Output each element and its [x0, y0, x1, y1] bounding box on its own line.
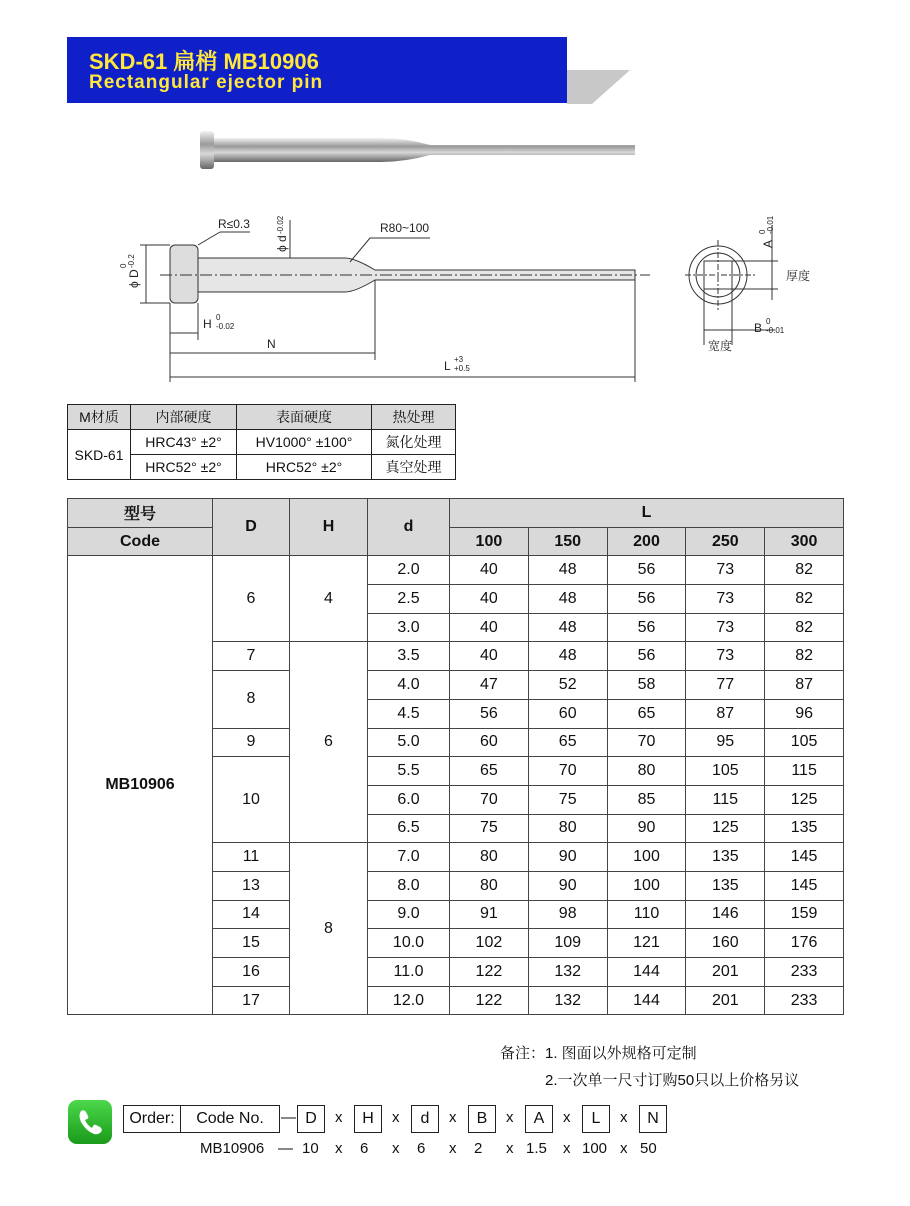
- L-cell: 135: [686, 843, 765, 872]
- L-cell: 48: [528, 642, 607, 671]
- order-field-box: B: [468, 1105, 496, 1133]
- header-d: d: [368, 499, 450, 556]
- label-L-tol-up: +3: [454, 355, 464, 364]
- D-cell: 6: [213, 556, 290, 642]
- L-cell: 146: [686, 900, 765, 929]
- mat-header-core-hardness: 内部硬度: [131, 405, 237, 430]
- mat-cell: HV1000° ±100°: [237, 430, 372, 455]
- example-value: 6: [360, 1140, 369, 1157]
- times-sign: x: [506, 1109, 514, 1126]
- label-A-tol-dn: -0.01: [766, 215, 775, 234]
- L-cell: 56: [607, 613, 686, 642]
- times-sign: x: [449, 1109, 457, 1126]
- material-table: [67, 404, 456, 480]
- note-line-1: 备注：1. 图面以外规格可定制: [500, 1045, 697, 1062]
- L-cell: 56: [450, 699, 529, 728]
- L-cell: 70: [450, 785, 529, 814]
- L-cell: 85: [607, 785, 686, 814]
- L-cell: 176: [765, 929, 844, 958]
- code-no-label: Code No.: [181, 1105, 280, 1133]
- L-cell: 73: [686, 613, 765, 642]
- L-cell: 98: [528, 900, 607, 929]
- L-cell: 77: [686, 671, 765, 700]
- L-cell: 48: [528, 585, 607, 614]
- L-cell: 233: [765, 958, 844, 987]
- d-cell: 10.0: [368, 929, 450, 958]
- label-r03: R≤0.3: [218, 217, 250, 231]
- mat-header-heat-treatment: 热处理: [372, 405, 456, 430]
- header-code-cn: 型号: [68, 499, 213, 528]
- phone-icon: [68, 1100, 112, 1144]
- spec-table: [67, 498, 844, 1015]
- times-sign: x: [335, 1109, 343, 1126]
- L-cell: 145: [765, 843, 844, 872]
- L-cell: 60: [450, 728, 529, 757]
- dash: —: [281, 1109, 296, 1126]
- L-cell: 73: [686, 642, 765, 671]
- label-width: 宽度: [708, 339, 733, 353]
- d-cell: 7.0: [368, 843, 450, 872]
- header-code-en: Code: [68, 527, 213, 556]
- header-L: L: [450, 499, 844, 528]
- L-cell: 91: [450, 900, 529, 929]
- d-cell: 3.5: [368, 642, 450, 671]
- times-sign: x: [563, 1109, 571, 1126]
- example-value: 2: [474, 1140, 483, 1157]
- label-H-tol-dn: -0.02: [216, 322, 235, 331]
- title-banner: [67, 37, 567, 103]
- page-title: SKD-61 扁梢 MB10906: [89, 49, 319, 74]
- D-cell: 15: [213, 929, 290, 958]
- mat-cell: HRC52° ±2°: [237, 455, 372, 480]
- example-times: x: [392, 1140, 400, 1157]
- header-H: H: [290, 499, 368, 556]
- L-cell: 87: [686, 699, 765, 728]
- L-cell: 160: [686, 929, 765, 958]
- label-phi-D: ϕ D: [127, 269, 141, 288]
- label-H: H: [203, 317, 212, 331]
- table-row: [68, 556, 844, 585]
- d-cell: 6.5: [368, 814, 450, 843]
- L-cell: 96: [765, 699, 844, 728]
- D-cell: 11: [213, 843, 290, 872]
- label-thickness: 厚度: [786, 269, 811, 283]
- example-times: x: [563, 1140, 571, 1157]
- L-cell: 65: [607, 699, 686, 728]
- times-sign: x: [392, 1109, 400, 1126]
- example-times: x: [335, 1140, 343, 1157]
- D-cell: 7: [213, 642, 290, 671]
- L-cell: 100: [607, 871, 686, 900]
- L-cell: 82: [765, 642, 844, 671]
- banner-tail-decoration: [567, 70, 630, 104]
- d-cell: 6.0: [368, 785, 450, 814]
- order-field-box: N: [639, 1105, 667, 1133]
- L-cell: 56: [607, 642, 686, 671]
- notes: [500, 1040, 799, 1094]
- product-photo: [190, 125, 640, 175]
- label-phi-D-tol-dn: -0.2: [127, 254, 136, 268]
- L-cell: 145: [765, 871, 844, 900]
- L-cell: 40: [450, 613, 529, 642]
- example-value: 50: [640, 1140, 657, 1157]
- d-cell: 12.0: [368, 986, 450, 1015]
- L-cell: 82: [765, 556, 844, 585]
- note-line-2: 2.一次单一尺寸订购50只以上价格另议: [545, 1072, 800, 1089]
- header-L-value: 250: [686, 527, 765, 556]
- header-L-value: 150: [528, 527, 607, 556]
- L-cell: 110: [607, 900, 686, 929]
- label-B: B: [754, 321, 763, 335]
- example-value: 6: [417, 1140, 426, 1157]
- L-cell: 87: [765, 671, 844, 700]
- d-cell: 9.0: [368, 900, 450, 929]
- label-B-tol-up: 0: [766, 317, 771, 326]
- label-A-tol-up: 0: [758, 229, 767, 234]
- d-cell: 2.0: [368, 556, 450, 585]
- d-cell: 8.0: [368, 871, 450, 900]
- L-cell: 115: [765, 757, 844, 786]
- L-cell: 70: [607, 728, 686, 757]
- example-times: x: [506, 1140, 514, 1157]
- label-phi-d-tol: -0.02: [276, 215, 285, 234]
- L-cell: 58: [607, 671, 686, 700]
- label-r80: R80~100: [380, 221, 430, 235]
- L-cell: 90: [528, 871, 607, 900]
- L-cell: 125: [765, 785, 844, 814]
- order-field-box: D: [297, 1105, 325, 1133]
- d-cell: 2.5: [368, 585, 450, 614]
- D-cell: 16: [213, 958, 290, 987]
- H-cell: 6: [290, 642, 368, 843]
- mat-header-material: M材质: [68, 405, 131, 430]
- L-cell: 105: [686, 757, 765, 786]
- L-cell: 65: [528, 728, 607, 757]
- L-cell: 73: [686, 585, 765, 614]
- L-cell: 40: [450, 556, 529, 585]
- L-cell: 125: [686, 814, 765, 843]
- D-cell: 13: [213, 871, 290, 900]
- L-cell: 47: [450, 671, 529, 700]
- L-cell: 90: [607, 814, 686, 843]
- L-cell: 82: [765, 613, 844, 642]
- label-L-tol-dn: +0.5: [454, 364, 470, 373]
- label-N: N: [267, 337, 276, 351]
- L-cell: 144: [607, 958, 686, 987]
- L-cell: 159: [765, 900, 844, 929]
- L-cell: 70: [528, 757, 607, 786]
- L-cell: 80: [450, 871, 529, 900]
- example-times: x: [449, 1140, 457, 1157]
- header-D: D: [213, 499, 290, 556]
- order-field-box: H: [354, 1105, 382, 1133]
- L-cell: 95: [686, 728, 765, 757]
- H-cell: 8: [290, 843, 368, 1015]
- L-cell: 52: [528, 671, 607, 700]
- L-cell: 109: [528, 929, 607, 958]
- example-code: MB10906: [200, 1140, 265, 1157]
- L-cell: 56: [607, 585, 686, 614]
- L-cell: 48: [528, 556, 607, 585]
- mat-material: SKD-61: [68, 430, 131, 480]
- L-cell: 233: [765, 986, 844, 1015]
- example-value: 1.5: [526, 1140, 547, 1157]
- L-cell: 201: [686, 958, 765, 987]
- D-cell: 10: [213, 757, 290, 843]
- L-cell: 115: [686, 785, 765, 814]
- mat-cell: 真空处理: [372, 455, 456, 480]
- L-cell: 135: [765, 814, 844, 843]
- d-cell: 4.5: [368, 699, 450, 728]
- example-dash: —: [278, 1140, 293, 1157]
- L-cell: 40: [450, 585, 529, 614]
- L-cell: 82: [765, 585, 844, 614]
- L-cell: 48: [528, 613, 607, 642]
- L-cell: 60: [528, 699, 607, 728]
- L-cell: 75: [450, 814, 529, 843]
- mat-cell: HRC52° ±2°: [131, 455, 237, 480]
- header-L-value: 100: [450, 527, 529, 556]
- label-phi-D-tol-up: 0: [119, 263, 128, 268]
- label-phi-d: ϕ d: [275, 235, 289, 252]
- d-cell: 11.0: [368, 958, 450, 987]
- L-cell: 80: [450, 843, 529, 872]
- example-value: 100: [582, 1140, 608, 1157]
- L-cell: 122: [450, 958, 529, 987]
- L-cell: 132: [528, 958, 607, 987]
- mat-cell: 氮化处理: [372, 430, 456, 455]
- order-field-box: d: [411, 1105, 439, 1133]
- technical-drawing: [110, 200, 830, 400]
- header-L-value: 300: [765, 527, 844, 556]
- L-cell: 100: [607, 843, 686, 872]
- L-cell: 144: [607, 986, 686, 1015]
- L-cell: 80: [528, 814, 607, 843]
- D-cell: 8: [213, 671, 290, 728]
- L-cell: 135: [686, 871, 765, 900]
- L-cell: 56: [607, 556, 686, 585]
- header-L-value: 200: [607, 527, 686, 556]
- L-cell: 65: [450, 757, 529, 786]
- mat-header-surface-hardness: 表面硬度: [237, 405, 372, 430]
- d-cell: 5.0: [368, 728, 450, 757]
- d-cell: 3.0: [368, 613, 450, 642]
- order-field-box: A: [525, 1105, 553, 1133]
- label-B-tol-dn: -0.01: [766, 326, 785, 335]
- L-cell: 40: [450, 642, 529, 671]
- label-L: L: [444, 359, 451, 373]
- d-cell: 4.0: [368, 671, 450, 700]
- D-cell: 17: [213, 986, 290, 1015]
- order-field-box: L: [582, 1105, 610, 1133]
- D-cell: 14: [213, 900, 290, 929]
- L-cell: 80: [607, 757, 686, 786]
- L-cell: 132: [528, 986, 607, 1015]
- times-sign: x: [620, 1109, 628, 1126]
- L-cell: 201: [686, 986, 765, 1015]
- d-cell: 5.5: [368, 757, 450, 786]
- D-cell: 9: [213, 728, 290, 757]
- L-cell: 105: [765, 728, 844, 757]
- example-times: x: [620, 1140, 628, 1157]
- L-cell: 73: [686, 556, 765, 585]
- L-cell: 121: [607, 929, 686, 958]
- mat-cell: HRC43° ±2°: [131, 430, 237, 455]
- L-cell: 90: [528, 843, 607, 872]
- L-cell: 122: [450, 986, 529, 1015]
- label-A: A: [761, 239, 775, 248]
- label-H-tol-up: 0: [216, 313, 221, 322]
- example-value: 10: [302, 1140, 319, 1157]
- H-cell: 4: [290, 556, 368, 642]
- order-label: Order:: [123, 1105, 181, 1133]
- page-subtitle: Rectangular ejector pin: [89, 72, 324, 93]
- L-cell: 75: [528, 785, 607, 814]
- L-cell: 102: [450, 929, 529, 958]
- code-cell: MB10906: [68, 556, 213, 1015]
